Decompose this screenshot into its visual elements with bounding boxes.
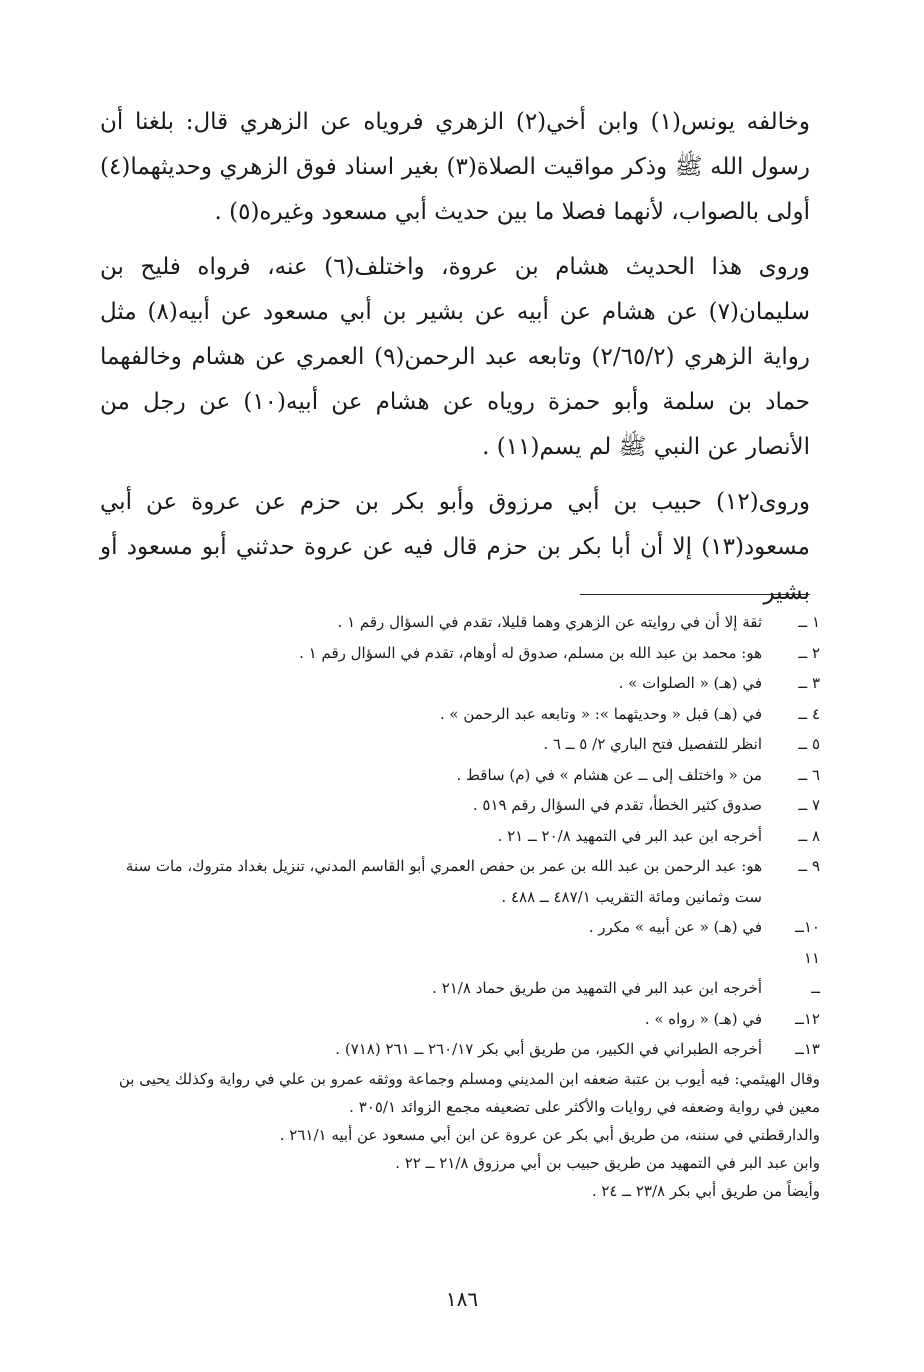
footnote-number: ١٠ــ [795, 918, 820, 936]
footnote-number: ٢ ــ [798, 643, 820, 662]
footnote-text: هو: محمد بن عبد الله بن مسلم، صدوق له أوهام، تقدم في السؤال رقم ١ . [299, 643, 762, 662]
paragraph-3: وروى(١٢) حبيب بن أبي مرزوق وأبو بكر بن حزم عن عروة عن أبي مسعود(١٣) إلا أن أبا بكر بن حزم قال فيه عن عروة حدثني أبو مسعود أو بشير [100, 489, 810, 605]
footnote-text: أخرجه ابن عبد البر في التمهيد ٢٠/٨ ــ ٢١ . [497, 826, 762, 845]
footnote-8 [100, 821, 820, 852]
footnote-12 [100, 1004, 820, 1035]
paragraph-2: وروى هذا الحديث هشام بن عروة، واختلف(٦) عنه، فرواه فليح بن سليمان(٧) عن هشام عن أبيه عن بشير بن أبي مسعود عن أبيه(٨) مثل رواية الزهري (٢/٦٥/٢) وتابعه عبد الرحمن(٩) العمري عن هشام وخالفهما حماد بن سلمة وأبو حمزة روياه عن هشام عن أبيه(١٠) عن رجل من الأنصار عن النبي ﷺ لم يسم(١١) . [100, 254, 811, 460]
paragraph-1: وخالفه يونس(١) وابن أخي(٢) الزهري فروياه عن الزهري قال: بلغنا أن رسول الله ﷺ وذكر مواقيت الصلاة(٣) بغير اسناد فوق الزهري وحديثهما(٤) أولى بالصواب، لأنهما فصلا ما بين حديث أبي مسعود وغيره(٥) . [100, 109, 810, 225]
footnote-6 [100, 760, 820, 791]
footnote-separator [580, 594, 810, 595]
footnote-number: ١٣ــ [795, 1040, 820, 1058]
footnote-extra-line: والدارقطني في سننه، من طريق أبي بكر عن عروة عن ابن أبي مسعود عن أبيه ٢٦١/١ . [279, 1125, 820, 1144]
footnote-text: أخرجه الطبراني في الكبير، من طريق أبي بكر ٢٦٠/١٧ ــ ٢٦١ (٧١٨) . [335, 1040, 762, 1058]
footnote-13-continuation [100, 1065, 820, 1205]
footnote-1 [100, 607, 820, 638]
footnote-7 [100, 790, 820, 821]
footnote-text: في (هـ) قبل « وحديثهما »: « وتابعه عبد الرحمن » . [439, 704, 762, 723]
footnote-text: من « واختلف إلى ــ عن هشام » في (م) ساقط . [456, 765, 762, 784]
footnote-text: ثقة إلا أن في روايته عن الزهري وهما قليلا، تقدم في السؤال رقم ١ . [337, 613, 762, 631]
footnote-11-body [100, 973, 820, 1004]
footnote-number: ٤ ــ [798, 704, 820, 723]
footnote-2 [100, 638, 820, 669]
footnote-13 [100, 1034, 820, 1065]
footnote-number: ــ [811, 979, 820, 997]
footnote-10 [100, 912, 820, 943]
footnote-number: ١ ــ [798, 613, 820, 631]
main-text [100, 100, 810, 625]
footnote-11 [100, 943, 820, 974]
footnote-text: أخرجه ابن عبد البر في التمهيد من طريق حماد ٢١/٨ . [432, 979, 762, 997]
footnote-number: ٥ ــ [798, 735, 820, 753]
footnote-text: في (هـ) « عن أبيه » مكرر . [588, 918, 762, 936]
footnote-text: هو: عبد الرحمن بن عبد الله بن عمر بن حفص العمري أبو القاسم المدني، تنزيل بغداد متروك، مات سنة ست وثمانين ومائة التقريب ٤٨٧/١ ــ ٤٨٨ . [125, 857, 762, 906]
footnotes [100, 607, 820, 1205]
footnote-text: في (هـ) « رواه » . [644, 1009, 762, 1028]
footnote-number: ٨ ــ [798, 826, 820, 845]
footnote-4 [100, 699, 820, 730]
footnote-3 [100, 668, 820, 699]
footnote-number: ١٢ــ [795, 1009, 820, 1028]
footnote-number: ١١ [803, 948, 820, 967]
footnote-text: صدوق كثير الخطأ، تقدم في السؤال رقم ٥١٩ . [472, 796, 762, 814]
footnote-extra-line: وأيضاً من طريق أبي بكر ٢٣/٨ ــ ٢٤ . [591, 1181, 820, 1200]
footnote-extra-line: وقال الهيثمي: فيه أيوب بن عتبة ضعفه ابن المديني ومسلم وجماعة ووثقه عمرو بن علي في رواية وكذلك يحيى بن معين في رواية وضعفه في روايات والأكثر على تضعيفه مجمع الزوائد ٣٠٥/١ . [118, 1069, 820, 1116]
footnote-number: ٩ ــ [798, 857, 820, 875]
footnote-5 [100, 729, 820, 760]
footnote-9 [100, 851, 820, 912]
footnote-number: ٦ ــ [798, 765, 820, 784]
footnote-number: ٧ ــ [798, 796, 820, 814]
footnote-extra-line: وابن عبد البر في التمهيد من طريق حبيب بن أبي مرزوق ٢١/٨ ــ ٢٢ . [395, 1153, 820, 1172]
footnote-text: في (هـ) « الصلوات » . [618, 674, 762, 692]
page-number: ١٨٦ [445, 1287, 479, 1311]
footnote-number: ٣ ــ [798, 674, 820, 692]
footnote-text: انظر للتفصيل فتح الباري ٢/ ٥ ــ ٦ . [543, 735, 762, 753]
